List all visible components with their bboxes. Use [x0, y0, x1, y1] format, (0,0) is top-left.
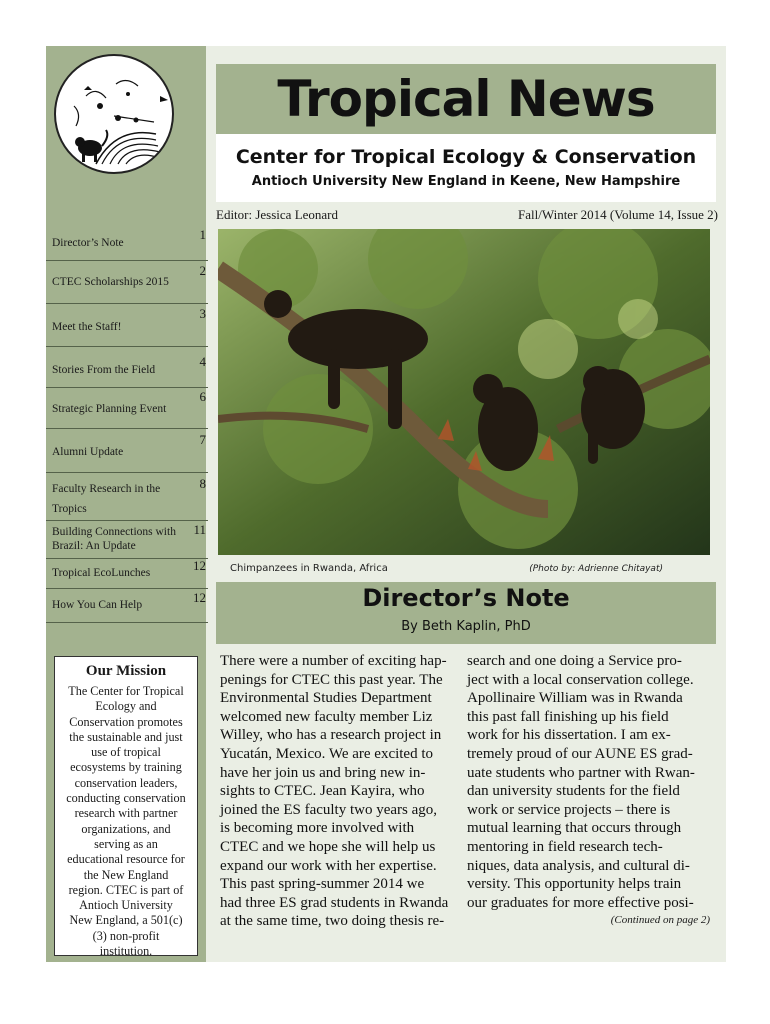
- toc-item-ecolunches[interactable]: [46, 558, 208, 589]
- toc-page-number: 8: [199, 476, 206, 491]
- toc-label: Alumni Update: [52, 446, 124, 458]
- mission-box: [54, 656, 198, 959]
- newsletter-title: Tropical News: [277, 70, 655, 128]
- photo-caption: Chimpanzees in Rwanda, Africa: [230, 563, 388, 574]
- toc-page-number: 6: [199, 389, 206, 404]
- toc-item-meet-the-staff[interactable]: [46, 303, 208, 347]
- toc-label-line2: Brazil: An Update: [52, 540, 136, 552]
- continued-link[interactable]: (Continued on page 2): [610, 914, 710, 926]
- toc-label: Meet the Staff!: [52, 321, 122, 333]
- toc-item-how-you-can-help[interactable]: [46, 588, 208, 623]
- mission-text: The Center for Tropical Ecology and Conservation promotes the sustainable and just use of tropical ecosystems by training conservation leaders, conducting conservation research with partner organizations, and serving as an educational resource for the New England region. CTEC is part of Antioch University New England, a 501(c) (3) non-profit institution.: [66, 684, 186, 959]
- toc-item-building-connections[interactable]: [46, 520, 208, 559]
- toc-page-number: 1: [199, 227, 206, 242]
- editor-line: Editor: Jessica Leonard: [216, 207, 339, 222]
- toc-item-stories-from-the-field[interactable]: [46, 346, 208, 388]
- toc-label: How You Can Help: [52, 599, 143, 611]
- toc-item-directors-note[interactable]: [46, 222, 208, 261]
- toc-page-number: 11: [193, 522, 206, 537]
- subhead-band: [216, 134, 716, 202]
- toc-label: Strategic Planning Event: [52, 403, 167, 415]
- toc-page-number: 12: [193, 558, 206, 573]
- toc-page-number: 12: [193, 590, 206, 605]
- article-column-1: There were a number of exciting hap- penings for CTEC this past year. The Environmental Studies Department welcomed new faculty member Liz Willey, who has a research project in Yucatán, Mexico. We are excited to have her join us and bring new in- sights to CTEC. Jean Kayira, who joined the ES faculty two years ago, is becoming more involved with CTEC and we hope she will help us expand our work with her expertise. This past spring-summer 2014 we had three ES grad students in Rwanda at the same time, two doing thesis re-: [220, 653, 449, 930]
- article-byline: By Beth Kaplin, PhD: [401, 619, 531, 634]
- issue-line: Fall/Winter 2014 (Volume 14, Issue 2): [518, 207, 718, 222]
- toc-page-number: 4: [199, 354, 206, 369]
- toc-page-number: 7: [199, 432, 206, 447]
- center-name: Center for Tropical Ecology & Conservation: [235, 146, 697, 168]
- toc-label: Stories From the Field: [52, 364, 156, 376]
- toc-label-line2: Tropics: [52, 503, 87, 515]
- institution-name: Antioch University New England in Keene, New Hampshire: [251, 174, 681, 189]
- mission-heading: Our Mission: [85, 663, 167, 679]
- photo-credit: (Photo by: Adrienne Chitayat): [529, 564, 663, 574]
- article-column-2: search and one doing a Service pro- ject with a local conservation college. Apollinaire William was in Rwanda this past fall finishing up his field work for his dissertation. I am ex- tremely proud of our AUNE ES grad- uate students who partner with Rwan- dan university students for the field work or service projects – there is mutual learning that occurs through mentoring in field research tech- niques, data analysis, and cultural di- versity. This opportunity helps train our graduates for more effective posi-: [467, 653, 695, 911]
- toc-item-strategic-planning[interactable]: [46, 387, 208, 429]
- toc-item-scholarships[interactable]: [46, 260, 208, 304]
- toc-label: Tropical EcoLunches: [52, 567, 151, 579]
- ctec-logo: [54, 54, 174, 174]
- article-title: Director’s Note: [362, 584, 570, 612]
- toc-page-number: 2: [199, 263, 206, 278]
- toc-label: Director’s Note: [52, 237, 124, 249]
- chimpanzee-photo: [218, 229, 710, 555]
- toc-page-number: 3: [199, 306, 206, 321]
- toc-label: Building Connections with: [52, 526, 176, 538]
- toc-label: CTEC Scholarships 2015: [52, 276, 169, 288]
- toc-item-alumni-update[interactable]: [46, 428, 208, 473]
- toc-label: Faculty Research in the: [52, 483, 161, 495]
- toc-item-faculty-research[interactable]: [46, 472, 208, 521]
